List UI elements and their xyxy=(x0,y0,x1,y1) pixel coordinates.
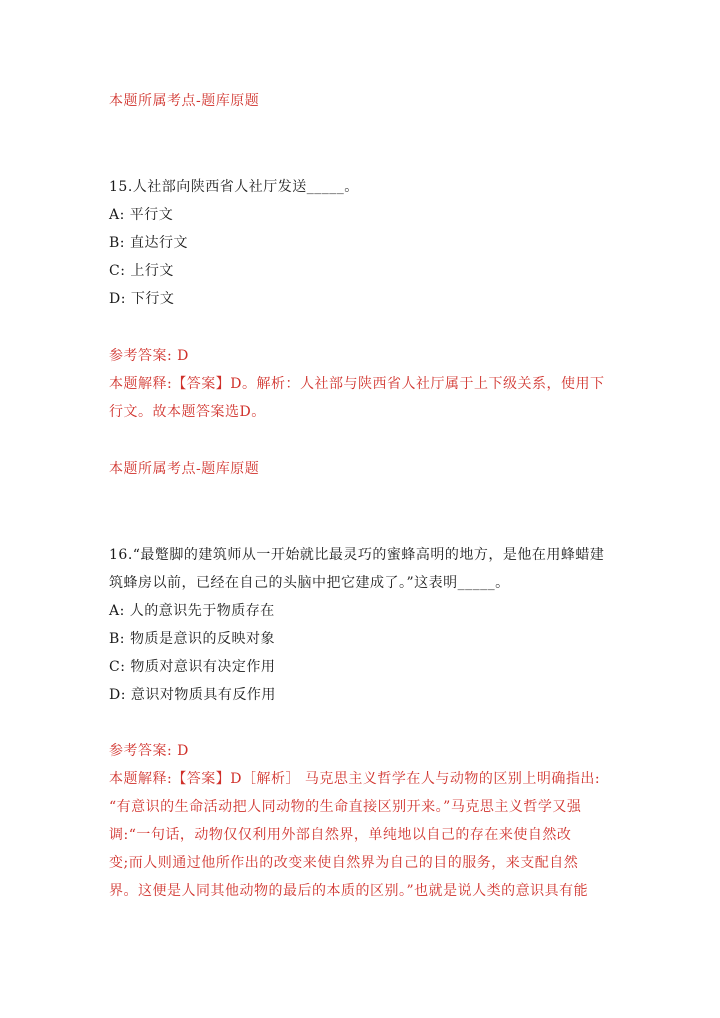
explanation-line: 本题解释:【答案】D。解析：人社部与陕西省人社厅属于上下级关系，使用下 xyxy=(109,376,605,392)
explanation-line: 变;而人则通过他所作出的改变来使自然界为自己的目的服务，来支配自然 xyxy=(109,855,579,871)
explanation-line: 本题解释:【答案】D［解析］ 马克思主义哲学在人与动物的区别上明确指出: xyxy=(109,771,601,787)
option-c: C: 上行文 xyxy=(109,263,174,279)
option-b: B: 直达行文 xyxy=(109,235,188,251)
explanation-line: 调:“一句话，动物仅仅利用外部自然界，单纯地以自己的存在来使自然改 xyxy=(109,827,572,843)
question-16-text: 16.“最蹩脚的建筑师从一开始就比最灵巧的蜜蜂高明的地方，是他在用蜂蜡建 xyxy=(109,547,605,563)
topic-label: 本题所属考点-题库原题 xyxy=(109,461,260,477)
reference-answer: 参考答案: D xyxy=(109,743,189,759)
option-d: D: 下行文 xyxy=(109,291,175,307)
option-a: A: 平行文 xyxy=(109,207,174,223)
explanation-line: “有意识的生命活动把人同动物的生命直接区别开来。”马克思主义哲学又强 xyxy=(109,799,582,815)
reference-answer: 参考答案: D xyxy=(109,348,189,364)
explanation-line: 界。这便是人同其他动物的最后的本质的区别。”也就是说人类的意识具有能 xyxy=(109,883,589,899)
explanation-line: 行文。故本题答案选D。 xyxy=(109,404,266,420)
option-d: D: 意识对物质具有反作用 xyxy=(109,687,276,703)
topic-label: 本题所属考点-题库原题 xyxy=(109,93,260,109)
question-15-text: 15.人社部向陕西省人社厅发送_____。 xyxy=(109,179,359,195)
option-a: A: 人的意识先于物质存在 xyxy=(109,603,275,619)
question-16-text: 筑蜂房以前，已经在自己的头脑中把它建成了。”这表明_____。 xyxy=(109,575,510,591)
option-b: B: 物质是意识的反映对象 xyxy=(109,631,275,647)
option-c: C: 物质对意识有决定作用 xyxy=(109,659,276,675)
